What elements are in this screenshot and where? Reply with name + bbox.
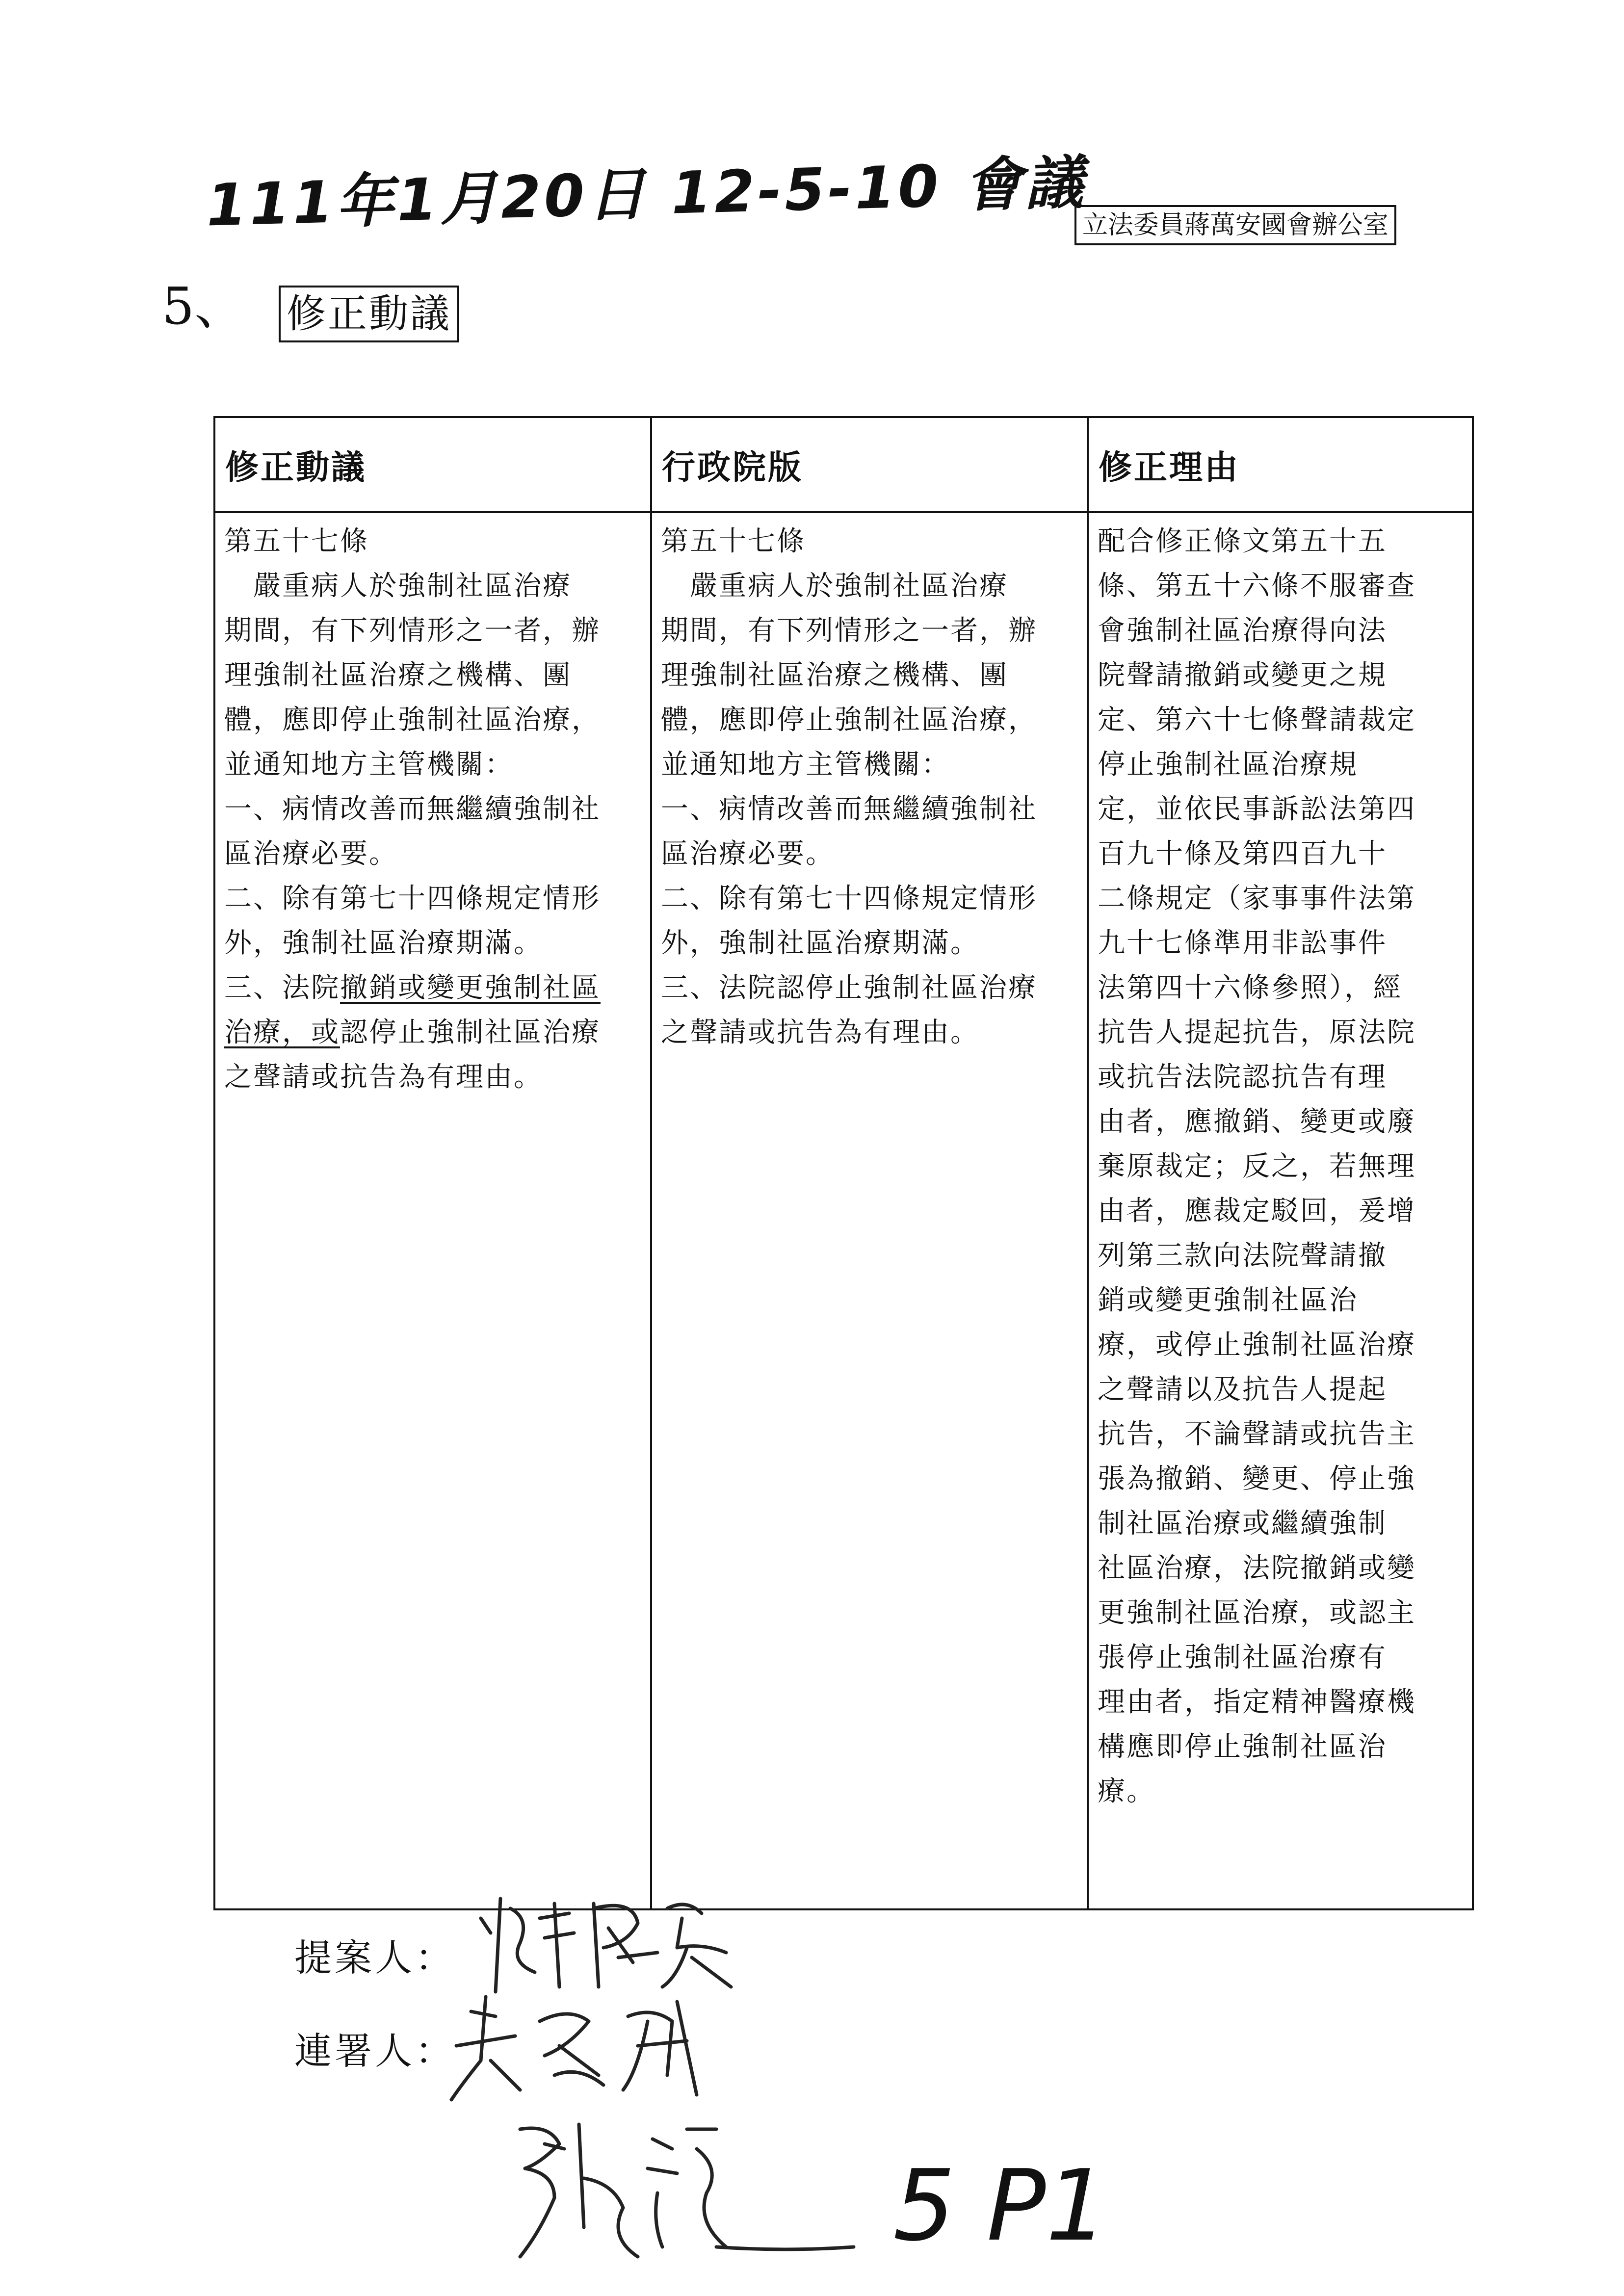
executive-line: 二、除有第七十四條規定情形 <box>661 883 1037 914</box>
reason-line: 療，或停止強制社區治療 <box>1098 1329 1416 1361</box>
reason-line: 制社區治療或繼續強制 <box>1098 1508 1387 1539</box>
reason-line: 由者，應撤銷、變更或廢 <box>1098 1106 1416 1138</box>
reason-line: 配合修正條文第五十五 <box>1098 525 1387 557</box>
page-mark: 5 P1 <box>893 2149 1108 2263</box>
reason-line: 會強制社區治療得向法 <box>1098 615 1387 647</box>
reason-line: 抗告人提起抗告，原法院 <box>1098 1017 1416 1048</box>
reason-line: 列第三款向法院聲請撤 <box>1098 1240 1387 1272</box>
amendment-line: 外，強制社區治療期滿。 <box>224 927 543 959</box>
executive-line: 區治療必要。 <box>661 838 835 870</box>
table-header-row <box>214 417 1473 512</box>
amendment-item3-line3: 之聲請或抗告為有理由。 <box>224 1061 543 1093</box>
reason-line: 停止強制社區治療規 <box>1098 749 1358 781</box>
reason-line: 棄原裁定；反之，若無理 <box>1098 1150 1416 1182</box>
amendment-line: 二、除有第七十四條規定情形 <box>224 883 601 914</box>
amendment-line: 期間，有下列情形之一者，辦 <box>224 615 601 647</box>
executive-line: 第五十七條 <box>661 525 806 557</box>
table-row <box>214 512 1473 1909</box>
comparison-table <box>213 416 1474 1910</box>
header-executive-version: 行政院版 <box>651 417 1088 512</box>
office-label-box: 立法委員蔣萬安國會辦公室 <box>1074 205 1396 245</box>
reason-line: 定，並依民事訴訟法第四 <box>1098 793 1416 825</box>
amendment-underlined-text: 治療，或 <box>224 1017 340 1048</box>
proposer-signature <box>471 1889 746 1997</box>
executive-line: 三、法院認停止強制社區治療 <box>661 972 1037 1004</box>
reason-line: 百九十條及第四百九十 <box>1098 838 1387 870</box>
reason-line: 法第四十六條參照），經 <box>1098 972 1402 1004</box>
reason-line: 療。 <box>1098 1775 1155 1807</box>
cosigner-signature-2 <box>510 2110 864 2271</box>
amendment-underlined-text: 撤銷或變更強制社區 <box>340 972 601 1004</box>
reason-line: 條、第五十六條不服審查 <box>1098 570 1416 602</box>
reason-line: 之聲請以及抗告人提起 <box>1098 1374 1387 1406</box>
amendment-item3-prefix: 三、法院 <box>224 972 340 1004</box>
amendment-item3-line1 <box>224 965 644 1010</box>
reason-line: 由者，應裁定駁回，爰增 <box>1098 1195 1416 1227</box>
executive-line: 理強制社區治療之機構、團 <box>661 659 1008 691</box>
header-amendment: 修正動議 <box>214 417 651 512</box>
reason-line: 張停止強制社區治療有 <box>1098 1642 1387 1673</box>
amendment-line: 嚴重病人於強制社區治療 <box>224 570 572 602</box>
item-number: 5、 <box>162 276 246 336</box>
executive-cell <box>651 512 1088 1909</box>
reason-line: 院聲請撤銷或變更之規 <box>1098 659 1387 691</box>
amendment-line: 並通知地方主管機關： <box>224 749 514 781</box>
reason-line: 銷或變更強制社區治 <box>1098 1284 1358 1316</box>
executive-line: 外，強制社區治療期滿。 <box>661 927 979 959</box>
reason-line: 社區治療，法院撤銷或變 <box>1098 1552 1416 1584</box>
reason-cell <box>1088 512 1473 1909</box>
amendment-line: 第五十七條 <box>224 525 369 557</box>
reason-line: 構應即停止強制社區治 <box>1098 1731 1387 1763</box>
reason-line: 張為撤銷、變更、停止強 <box>1098 1463 1416 1495</box>
amendment-line: 區治療必要。 <box>224 838 398 870</box>
cosigner-label: 連署人： <box>294 2029 455 2073</box>
reason-line: 定、第六十七條聲請裁定 <box>1098 704 1416 736</box>
amendment-line: 理強制社區治療之機構、團 <box>224 659 572 691</box>
reason-line: 二條規定（家事事件法第 <box>1098 883 1416 914</box>
reason-line: 抗告，不論聲請或抗告主 <box>1098 1418 1416 1450</box>
amendment-item3-line2 <box>224 1010 644 1055</box>
executive-line: 嚴重病人於強制社區治療 <box>661 570 1008 602</box>
reason-line: 九十七條準用非訟事件 <box>1098 927 1387 959</box>
amendment-line: 體，應即停止強制社區治療， <box>224 704 601 736</box>
executive-line: 一、病情改善而無繼續強制社 <box>661 793 1037 825</box>
header-reason: 修正理由 <box>1088 417 1473 512</box>
cosigner-signature-1 <box>442 1992 746 2105</box>
amendment-cell <box>214 512 651 1909</box>
reason-line: 或抗告法院認抗告有理 <box>1098 1061 1387 1093</box>
executive-line: 之聲請或抗告為有理由。 <box>661 1017 979 1048</box>
executive-line: 期間，有下列情形之一者，辦 <box>661 615 1037 647</box>
handwritten-meeting-date: 111年1月20日 12-5-10 會議 <box>205 148 1087 239</box>
executive-line: 並通知地方主管機關： <box>661 749 950 781</box>
amendment-item3-suffix: 認停止強制社區治療 <box>340 1017 601 1048</box>
document-title: 修正動議 <box>279 286 459 342</box>
reason-line: 理由者，指定精神醫療機 <box>1098 1686 1416 1718</box>
reason-line: 更強制社區治療，或認主 <box>1098 1597 1416 1629</box>
executive-line: 體，應即停止強制社區治療， <box>661 704 1037 736</box>
amendment-line: 一、病情改善而無繼續強制社 <box>224 793 601 825</box>
proposer-label: 提案人： <box>294 1936 455 1980</box>
